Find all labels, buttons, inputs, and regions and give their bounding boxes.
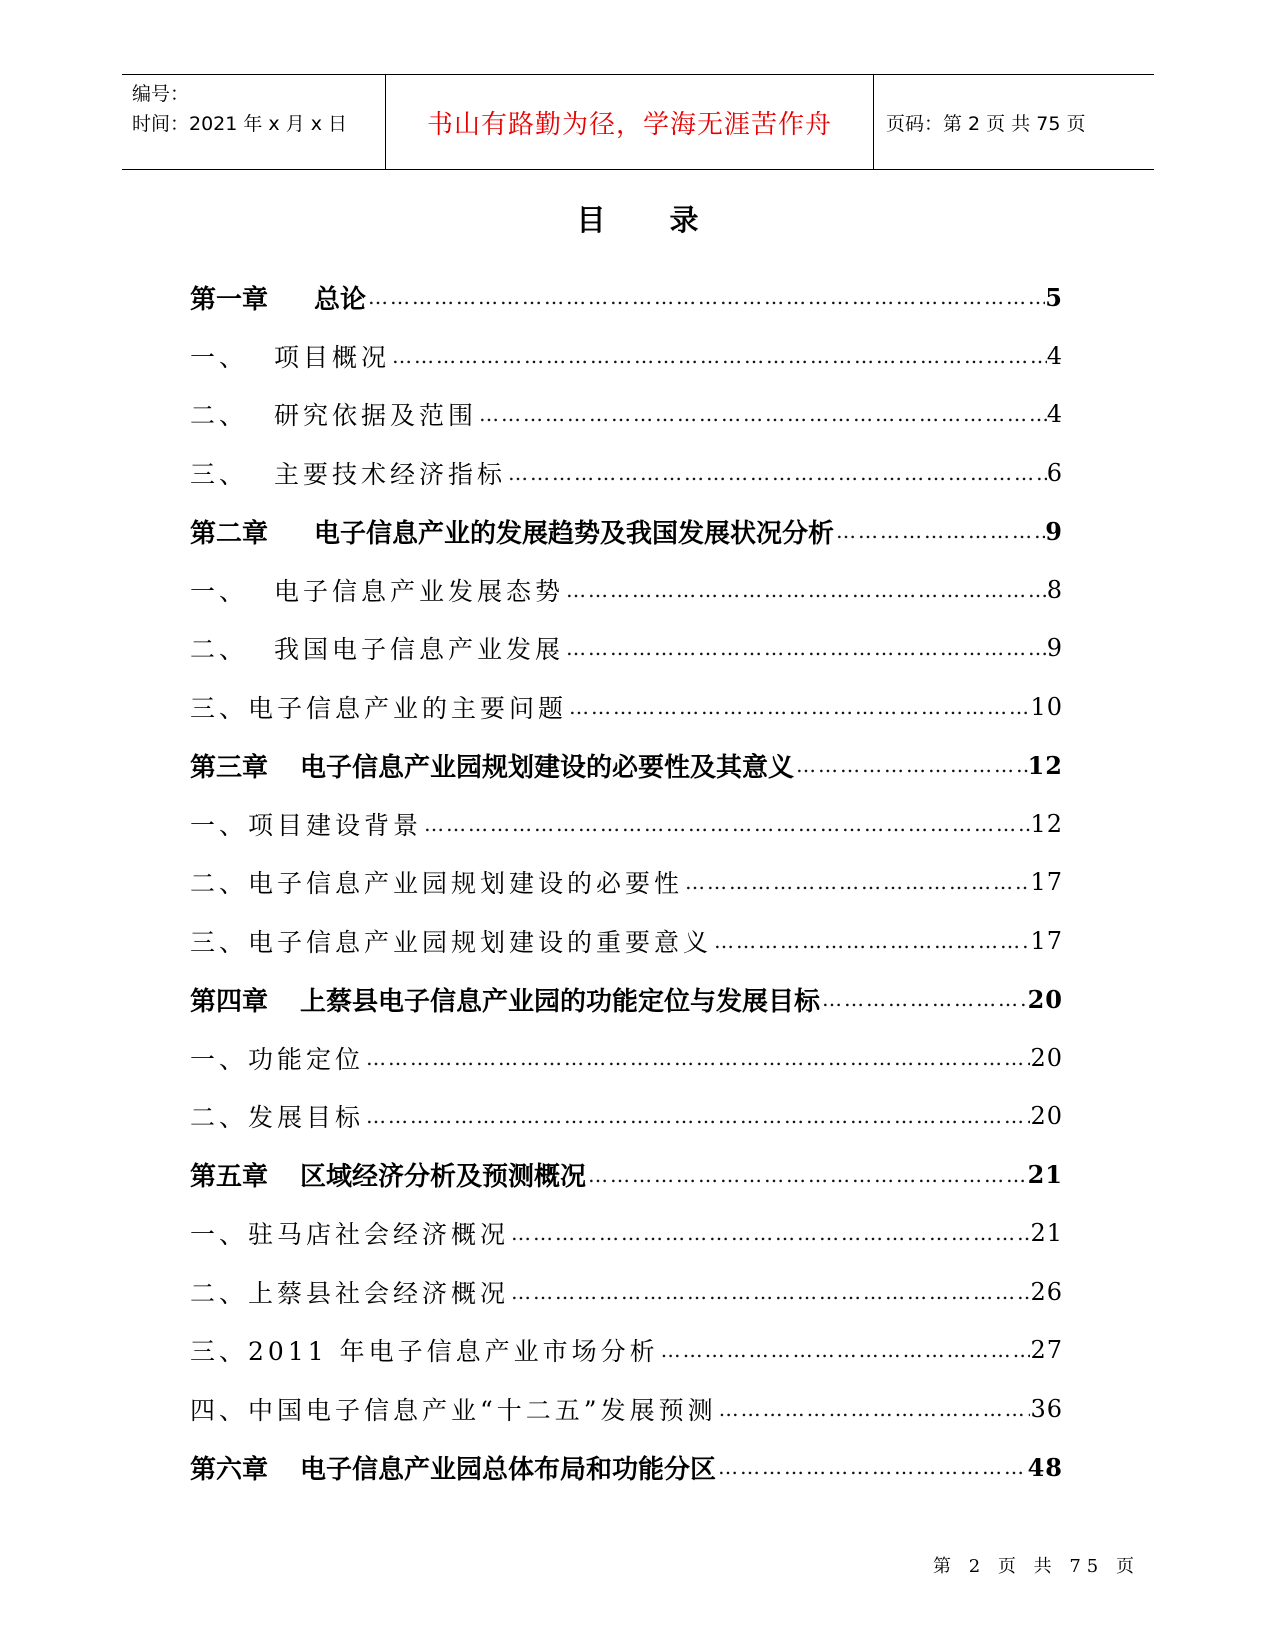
dot-leader xyxy=(586,1163,1028,1187)
toc-section-1-3[interactable] xyxy=(190,444,1063,503)
toc-text: 主要技术经济指标 xyxy=(274,459,507,489)
dot-leader xyxy=(683,870,1030,894)
toc-text: 上蔡县电子信息产业园的功能定位与发展目标 xyxy=(300,986,821,1017)
toc-page-number: 12 xyxy=(1030,809,1063,838)
dot-leader xyxy=(717,1397,1031,1421)
toc-text: 我国电子信息产业发展 xyxy=(274,635,565,665)
toc-text: 中国电子信息产业“十二五”发展预测 xyxy=(248,1395,717,1425)
toc-page-number: 4 xyxy=(1046,341,1063,370)
toc-number: 第五章 xyxy=(190,1162,269,1193)
dot-leader xyxy=(509,1280,1030,1304)
dot-leader xyxy=(509,1221,1030,1245)
toc-page-number: 36 xyxy=(1030,1394,1063,1423)
toc-section-2-3[interactable] xyxy=(190,678,1063,737)
toc-section-2-2[interactable] xyxy=(190,619,1063,678)
toc-title: 目录 xyxy=(576,203,763,237)
toc-page-number: 21 xyxy=(1030,1219,1063,1248)
toc-section-1-2[interactable] xyxy=(190,385,1063,444)
toc-text: 上蔡县社会经济概况 xyxy=(248,1278,510,1308)
table-of-contents xyxy=(190,268,1063,1497)
toc-page-number: 8 xyxy=(1046,575,1063,604)
toc-chapter-2[interactable] xyxy=(190,502,1063,561)
dot-leader xyxy=(477,402,1047,426)
toc-number: 第一章 xyxy=(190,284,269,315)
toc-number: 三、 xyxy=(190,459,249,489)
toc-text: 项目概况 xyxy=(274,342,391,372)
toc-number: 二、 xyxy=(190,401,249,431)
dot-leader xyxy=(364,1104,1030,1128)
toc-page-number: 6 xyxy=(1046,458,1063,487)
toc-chapter-3[interactable] xyxy=(190,736,1063,795)
toc-section-3-1[interactable] xyxy=(190,795,1063,854)
dot-leader xyxy=(716,1455,1028,1479)
toc-number: 三、 xyxy=(190,1337,249,1367)
toc-number: 第二章 xyxy=(190,518,269,549)
toc-number: 第六章 xyxy=(190,1454,269,1485)
toc-number: 三、 xyxy=(190,693,249,723)
toc-section-4-1[interactable] xyxy=(190,1029,1063,1088)
dot-leader xyxy=(506,461,1047,485)
doc-date-label: 时间：2021 年 x 月 x 日 xyxy=(132,113,348,135)
toc-number: 二、 xyxy=(190,1103,249,1133)
toc-text: 功能定位 xyxy=(248,1044,365,1074)
toc-number: 一、 xyxy=(190,1220,249,1250)
toc-number: 三、 xyxy=(190,927,249,957)
toc-text: 电子信息产业园规划建设的必要性及其意义 xyxy=(300,752,795,783)
toc-text: 驻马店社会经济概况 xyxy=(248,1220,510,1250)
toc-chapter-1[interactable] xyxy=(190,268,1063,327)
toc-section-2-1[interactable] xyxy=(190,561,1063,620)
doc-number-label: 编号： xyxy=(132,83,190,105)
toc-page-number: 9 xyxy=(1045,516,1063,546)
toc-text: 区域经济分析及预测概况 xyxy=(300,1162,587,1193)
toc-page-number: 21 xyxy=(1027,1160,1063,1190)
toc-number: 一、 xyxy=(190,810,249,840)
dot-leader xyxy=(564,578,1047,602)
toc-section-5-1[interactable] xyxy=(190,1204,1063,1263)
toc-text: 电子信息产业园规划建设的重要意义 xyxy=(248,927,713,957)
toc-page-number: 20 xyxy=(1030,1102,1063,1131)
toc-section-1-1[interactable] xyxy=(190,327,1063,386)
toc-text: 电子信息产业的主要问题 xyxy=(248,693,568,723)
toc-section-5-4[interactable] xyxy=(190,1380,1063,1439)
dot-leader xyxy=(834,519,1045,543)
toc-page-number: 17 xyxy=(1030,926,1063,955)
header-left-cell xyxy=(122,75,386,169)
toc-text: 电子信息产业园总体布局和功能分区 xyxy=(300,1454,717,1485)
toc-number: 第四章 xyxy=(190,986,269,1017)
toc-page-number: 26 xyxy=(1030,1277,1063,1306)
dot-leader xyxy=(564,636,1047,660)
toc-number: 一、 xyxy=(190,1044,249,1074)
toc-number: 二、 xyxy=(190,1278,249,1308)
dot-leader xyxy=(659,1338,1031,1362)
toc-number: 二、 xyxy=(190,635,249,665)
dot-leader xyxy=(567,695,1030,719)
toc-section-3-3[interactable] xyxy=(190,912,1063,971)
toc-number: 第三章 xyxy=(190,752,269,783)
toc-text: 项目建设背景 xyxy=(248,810,423,840)
toc-number: 二、 xyxy=(190,869,249,899)
toc-section-4-2[interactable] xyxy=(190,1087,1063,1146)
page-header xyxy=(122,74,1154,170)
toc-number: 一、 xyxy=(190,576,249,606)
toc-page-number: 9 xyxy=(1046,634,1063,663)
toc-section-5-2[interactable] xyxy=(190,1263,1063,1322)
toc-page-number: 27 xyxy=(1030,1336,1063,1365)
dot-leader xyxy=(422,812,1030,836)
page-footer: 第 2 页 共 75 页 xyxy=(933,1556,1140,1577)
toc-text: 总论 xyxy=(314,284,367,315)
toc-page-number: 5 xyxy=(1045,282,1063,312)
dot-leader xyxy=(820,987,1028,1011)
header-page-info: 页码：第 2 页 共 75 页 xyxy=(886,112,1086,135)
toc-chapter-5[interactable] xyxy=(190,1146,1063,1205)
toc-number: 一、 xyxy=(190,342,249,372)
toc-page-number: 48 xyxy=(1027,1452,1063,1482)
toc-page-number: 12 xyxy=(1027,750,1063,780)
toc-chapter-4[interactable] xyxy=(190,970,1063,1029)
toc-text: 电子信息产业园规划建设的必要性 xyxy=(248,869,684,899)
dot-leader xyxy=(794,753,1028,777)
toc-text: 发展目标 xyxy=(248,1103,365,1133)
toc-section-5-3[interactable] xyxy=(190,1321,1063,1380)
dot-leader xyxy=(364,1046,1030,1070)
dot-leader xyxy=(712,929,1030,953)
toc-page-number: 10 xyxy=(1030,692,1063,721)
toc-text: 2011 年电子信息产业市场分析 xyxy=(248,1337,659,1367)
toc-chapter-6[interactable] xyxy=(190,1438,1063,1497)
toc-page-number: 17 xyxy=(1030,868,1063,897)
toc-text: 研究依据及范围 xyxy=(274,401,478,431)
toc-section-3-2[interactable] xyxy=(190,853,1063,912)
toc-page-number: 20 xyxy=(1030,1043,1063,1072)
toc-page-number: 20 xyxy=(1027,984,1063,1014)
toc-number: 四、 xyxy=(190,1395,249,1425)
toc-text: 电子信息产业发展态势 xyxy=(274,576,565,606)
dot-leader xyxy=(366,285,1045,309)
dot-leader xyxy=(390,344,1047,368)
header-motto: 书山有路勤为径，学海无涯苦作舟 xyxy=(386,75,874,169)
toc-page-number: 4 xyxy=(1046,400,1063,429)
toc-text: 电子信息产业的发展趋势及我国发展状况分析 xyxy=(314,518,835,549)
